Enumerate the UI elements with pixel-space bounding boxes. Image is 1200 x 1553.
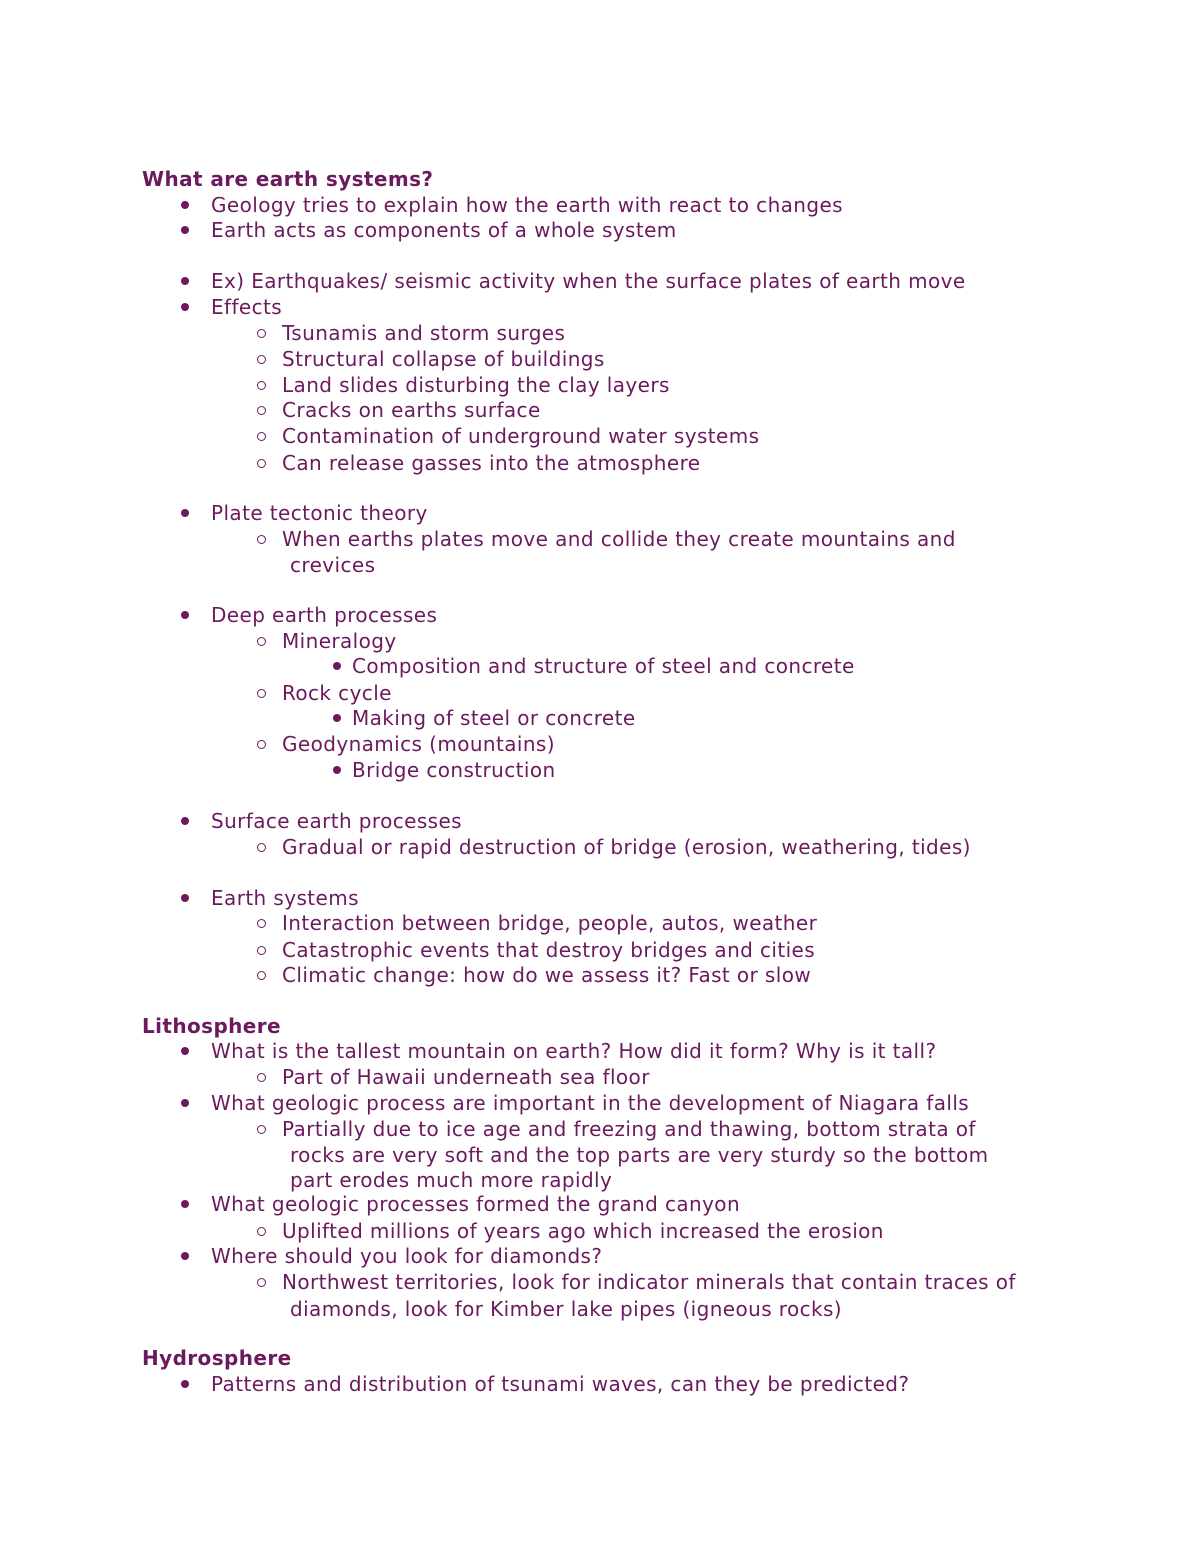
bullet-icon bbox=[181, 201, 189, 209]
sub-list-item-text: Cracks on earths surface bbox=[282, 398, 541, 422]
sub-list-item-text: Part of Hawaii underneath sea floor bbox=[282, 1065, 650, 1089]
list-item-text: Patterns and distribution of tsunami waves, can they be predicted? bbox=[211, 1372, 910, 1396]
sub-sub-list-item-text: Composition and structure of steel and concrete bbox=[352, 654, 855, 678]
list-item-text: Earth acts as components of a whole system bbox=[211, 218, 677, 242]
sub-list-item-text: When earths plates move and collide they create mountains and bbox=[282, 527, 956, 551]
hollow-bullet-icon bbox=[257, 740, 266, 749]
list-item-text: Plate tectonic theory bbox=[211, 501, 428, 525]
sub-sub-list-item-text: Making of steel or concrete bbox=[352, 706, 636, 730]
sub-list-item-text: Geodynamics (mountains) bbox=[282, 732, 555, 756]
bullet-icon bbox=[333, 662, 341, 670]
sub-list-item-text: rocks are very soft and the top parts are very sturdy so the bottom bbox=[290, 1143, 989, 1167]
sub-list-item-text: Uplifted millions of years ago which increased the erosion bbox=[282, 1219, 884, 1243]
hollow-bullet-icon bbox=[257, 1227, 266, 1236]
bullet-icon bbox=[181, 611, 189, 619]
hollow-bullet-icon bbox=[257, 459, 266, 468]
list-item-text: Earth systems bbox=[211, 886, 359, 910]
bullet-icon bbox=[181, 277, 189, 285]
bullet-icon bbox=[181, 817, 189, 825]
sub-list-item-text: Northwest territories, look for indicator minerals that contain traces of bbox=[282, 1270, 1016, 1294]
list-item-text: What geologic process are important in the development of Niagara falls bbox=[211, 1091, 970, 1115]
bullet-icon bbox=[181, 1047, 189, 1055]
list-item-text: Surface earth processes bbox=[211, 809, 462, 833]
sub-list-item-text: Gradual or rapid destruction of bridge (erosion, weathering, tides) bbox=[282, 835, 971, 859]
bullet-icon bbox=[181, 1200, 189, 1208]
sub-list-item-text: Partially due to ice age and freezing and thawing, bottom strata of bbox=[282, 1117, 976, 1141]
bullet-icon bbox=[333, 766, 341, 774]
hollow-bullet-icon bbox=[257, 329, 266, 338]
hollow-bullet-icon bbox=[257, 432, 266, 441]
sub-list-item-text: Catastrophic events that destroy bridges and cities bbox=[282, 938, 816, 962]
hollow-bullet-icon bbox=[257, 381, 266, 390]
section-heading-lithosphere: Lithosphere bbox=[142, 1014, 281, 1038]
sub-list-item-text: Mineralogy bbox=[282, 629, 397, 653]
hollow-bullet-icon bbox=[257, 1073, 266, 1082]
sub-list-item-text: Land slides disturbing the clay layers bbox=[282, 373, 670, 397]
sub-list-item-text: Contamination of underground water systems bbox=[282, 424, 760, 448]
sub-list-item-text: part erodes much more rapidly bbox=[290, 1168, 613, 1192]
sub-list-item-text: Rock cycle bbox=[282, 681, 392, 705]
bullet-icon bbox=[181, 1252, 189, 1260]
list-item-text: What is the tallest mountain on earth? How did it form? Why is it tall? bbox=[211, 1039, 937, 1063]
hollow-bullet-icon bbox=[257, 689, 266, 698]
sub-sub-list-item-text: Bridge construction bbox=[352, 758, 556, 782]
hollow-bullet-icon bbox=[257, 406, 266, 415]
hollow-bullet-icon bbox=[257, 535, 266, 544]
bullet-icon bbox=[181, 1380, 189, 1388]
list-item-text: Where should you look for diamonds? bbox=[211, 1244, 603, 1268]
sub-list-item-text: Structural collapse of buildings bbox=[282, 347, 605, 371]
section-heading-earth-systems: What are earth systems? bbox=[142, 167, 434, 191]
bullet-icon bbox=[181, 303, 189, 311]
sub-list-item-text: Climatic change: how do we assess it? Fast or slow bbox=[282, 963, 812, 987]
bullet-icon bbox=[333, 714, 341, 722]
hollow-bullet-icon bbox=[257, 637, 266, 646]
sub-list-item-text: Interaction between bridge, people, autos, weather bbox=[282, 911, 818, 935]
bullet-icon bbox=[181, 226, 189, 234]
sub-list-item-text: Tsunamis and storm surges bbox=[282, 321, 566, 345]
sub-list-item-text: diamonds, look for Kimber lake pipes (igneous rocks) bbox=[290, 1297, 843, 1321]
hollow-bullet-icon bbox=[257, 946, 266, 955]
list-item-text: Effects bbox=[211, 295, 283, 319]
list-item-text: Geology tries to explain how the earth with react to changes bbox=[211, 193, 843, 217]
hollow-bullet-icon bbox=[257, 843, 266, 852]
hollow-bullet-icon bbox=[257, 1278, 266, 1287]
hollow-bullet-icon bbox=[257, 1125, 266, 1134]
hollow-bullet-icon bbox=[257, 919, 266, 928]
sub-list-item-text: crevices bbox=[290, 553, 376, 577]
bullet-icon bbox=[181, 1099, 189, 1107]
bullet-icon bbox=[181, 894, 189, 902]
section-heading-hydrosphere: Hydrosphere bbox=[142, 1346, 292, 1370]
bullet-icon bbox=[181, 509, 189, 517]
list-item-text: What geologic processes formed the grand canyon bbox=[211, 1192, 741, 1216]
hollow-bullet-icon bbox=[257, 971, 266, 980]
hollow-bullet-icon bbox=[257, 355, 266, 364]
list-item-text: Deep earth processes bbox=[211, 603, 438, 627]
list-item-text: Ex) Earthquakes/ seismic activity when the surface plates of earth move bbox=[211, 269, 966, 293]
sub-list-item-text: Can release gasses into the atmosphere bbox=[282, 451, 701, 475]
